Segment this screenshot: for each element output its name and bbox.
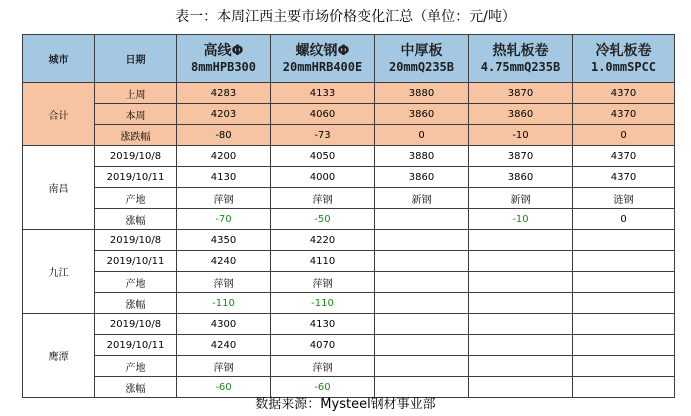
table-cell: 4370 bbox=[573, 104, 675, 125]
table-cell: 3880 bbox=[375, 146, 469, 167]
table-cell: 萍钢 bbox=[271, 188, 375, 209]
table-cell: 萍钢 bbox=[271, 356, 375, 377]
table-cell bbox=[469, 335, 573, 356]
table-row bbox=[23, 356, 675, 377]
table-cell: 萍钢 bbox=[177, 272, 271, 293]
table-cell: 4300 bbox=[177, 314, 271, 335]
table-cell: 萍钢 bbox=[177, 356, 271, 377]
row-label: 产地 bbox=[95, 272, 177, 293]
table-cell: 4283 bbox=[177, 83, 271, 104]
table-cell bbox=[573, 293, 675, 314]
table-cell bbox=[573, 314, 675, 335]
header-row bbox=[23, 35, 675, 83]
city-name: 鹰潭 bbox=[23, 314, 95, 398]
header-city: 城市 bbox=[23, 35, 95, 83]
row-label: 产地 bbox=[95, 356, 177, 377]
table-cell: 4370 bbox=[573, 167, 675, 188]
table-cell: 4203 bbox=[177, 104, 271, 125]
summary-row bbox=[23, 104, 675, 125]
header-product-wire-rod: 高线Φ 8mmHPB300 bbox=[177, 35, 271, 83]
row-label: 2019/10/11 bbox=[95, 251, 177, 272]
row-label: 2019/10/11 bbox=[95, 167, 177, 188]
table-cell: 0 bbox=[573, 125, 675, 146]
row-label: 2019/10/8 bbox=[95, 146, 177, 167]
table-cell: 4130 bbox=[271, 314, 375, 335]
row-label: 上周 bbox=[95, 83, 177, 104]
table-cell: -70 bbox=[177, 209, 271, 230]
table-cell: 4370 bbox=[573, 146, 675, 167]
table-cell bbox=[469, 293, 573, 314]
city-name: 九江 bbox=[23, 230, 95, 314]
table-cell: 4200 bbox=[177, 146, 271, 167]
table-cell bbox=[375, 335, 469, 356]
header-product-hot-rolled-coil: 热轧板卷 4.75mmQ235B bbox=[469, 35, 573, 83]
table-cell: 3860 bbox=[375, 167, 469, 188]
row-label: 产地 bbox=[95, 188, 177, 209]
table-cell: -73 bbox=[271, 125, 375, 146]
row-label: 2019/10/8 bbox=[95, 314, 177, 335]
table-cell bbox=[375, 293, 469, 314]
table-cell bbox=[375, 314, 469, 335]
table-cell bbox=[469, 251, 573, 272]
table-cell: 4110 bbox=[271, 251, 375, 272]
table-cell bbox=[573, 356, 675, 377]
header-product-medium-plate: 中厚板 20mmQ235B bbox=[375, 35, 469, 83]
table-cell: -110 bbox=[177, 293, 271, 314]
row-label: 2019/10/8 bbox=[95, 230, 177, 251]
table-cell bbox=[469, 356, 573, 377]
table-cell: 4000 bbox=[271, 167, 375, 188]
summary-row bbox=[23, 125, 675, 146]
row-label: 涨跌幅 bbox=[95, 125, 177, 146]
summary-label: 合计 bbox=[23, 83, 95, 146]
table-cell: 新钢 bbox=[375, 188, 469, 209]
table-cell: 3870 bbox=[469, 83, 573, 104]
table-cell bbox=[375, 272, 469, 293]
row-label: 涨幅 bbox=[95, 377, 177, 398]
table-cell bbox=[375, 209, 469, 230]
table-row bbox=[23, 188, 675, 209]
table-cell: 0 bbox=[375, 125, 469, 146]
table-cell: -60 bbox=[177, 377, 271, 398]
row-label: 2019/10/11 bbox=[95, 335, 177, 356]
table-cell: 新钢 bbox=[469, 188, 573, 209]
header-product-cold-rolled-coil: 冷轧板卷 1.0mmSPCC bbox=[573, 35, 675, 83]
table-cell: 4130 bbox=[177, 167, 271, 188]
table-cell: 涟钢 bbox=[573, 188, 675, 209]
table-cell: -10 bbox=[469, 209, 573, 230]
table-cell bbox=[573, 335, 675, 356]
city-name: 南昌 bbox=[23, 146, 95, 230]
table-cell: 4220 bbox=[271, 230, 375, 251]
price-table bbox=[22, 34, 675, 398]
table-row bbox=[23, 251, 675, 272]
table-cell bbox=[573, 251, 675, 272]
table-cell bbox=[573, 230, 675, 251]
table-row bbox=[23, 314, 675, 335]
table-row bbox=[23, 230, 675, 251]
table-cell: 4240 bbox=[177, 251, 271, 272]
table-cell bbox=[573, 272, 675, 293]
table-cell: 4240 bbox=[177, 335, 271, 356]
table-row bbox=[23, 335, 675, 356]
table-cell: -80 bbox=[177, 125, 271, 146]
table-row bbox=[23, 146, 675, 167]
table-cell: 萍钢 bbox=[271, 272, 375, 293]
table-cell: 3860 bbox=[469, 167, 573, 188]
table-cell: 4133 bbox=[271, 83, 375, 104]
table-cell bbox=[375, 251, 469, 272]
header-date: 日期 bbox=[95, 35, 177, 83]
data-source-note: 数据来源：Mysteel钢材事业部 bbox=[255, 397, 436, 412]
table-cell: -60 bbox=[271, 377, 375, 398]
table-row bbox=[23, 293, 675, 314]
table-cell: 0 bbox=[573, 209, 675, 230]
table-row bbox=[23, 209, 675, 230]
table-cell bbox=[469, 272, 573, 293]
row-label: 涨幅 bbox=[95, 209, 177, 230]
table-cell bbox=[469, 230, 573, 251]
table-cell bbox=[375, 230, 469, 251]
table-cell: -10 bbox=[469, 125, 573, 146]
table-cell: 萍钢 bbox=[177, 188, 271, 209]
table-cell: 3870 bbox=[469, 146, 573, 167]
summary-row bbox=[23, 83, 675, 104]
table-cell: 4370 bbox=[573, 83, 675, 104]
table-cell bbox=[469, 314, 573, 335]
row-label: 本周 bbox=[95, 104, 177, 125]
table-cell: 4050 bbox=[271, 146, 375, 167]
table-cell: 3860 bbox=[375, 104, 469, 125]
table-cell: 3860 bbox=[469, 104, 573, 125]
table-cell: 4350 bbox=[177, 230, 271, 251]
table-cell bbox=[375, 356, 469, 377]
header-product-rebar: 螺纹钢Φ 20mmHRB400E bbox=[271, 35, 375, 83]
table-cell: 4070 bbox=[271, 335, 375, 356]
table-row bbox=[23, 167, 675, 188]
table-cell: 4060 bbox=[271, 104, 375, 125]
table-row bbox=[23, 272, 675, 293]
table-cell: 3880 bbox=[375, 83, 469, 104]
row-label: 涨幅 bbox=[95, 293, 177, 314]
table-cell: -50 bbox=[271, 209, 375, 230]
table-title: 表一：本周江西主要市场价格变化汇总（单位：元/吨） bbox=[175, 9, 516, 25]
table-cell: -110 bbox=[271, 293, 375, 314]
